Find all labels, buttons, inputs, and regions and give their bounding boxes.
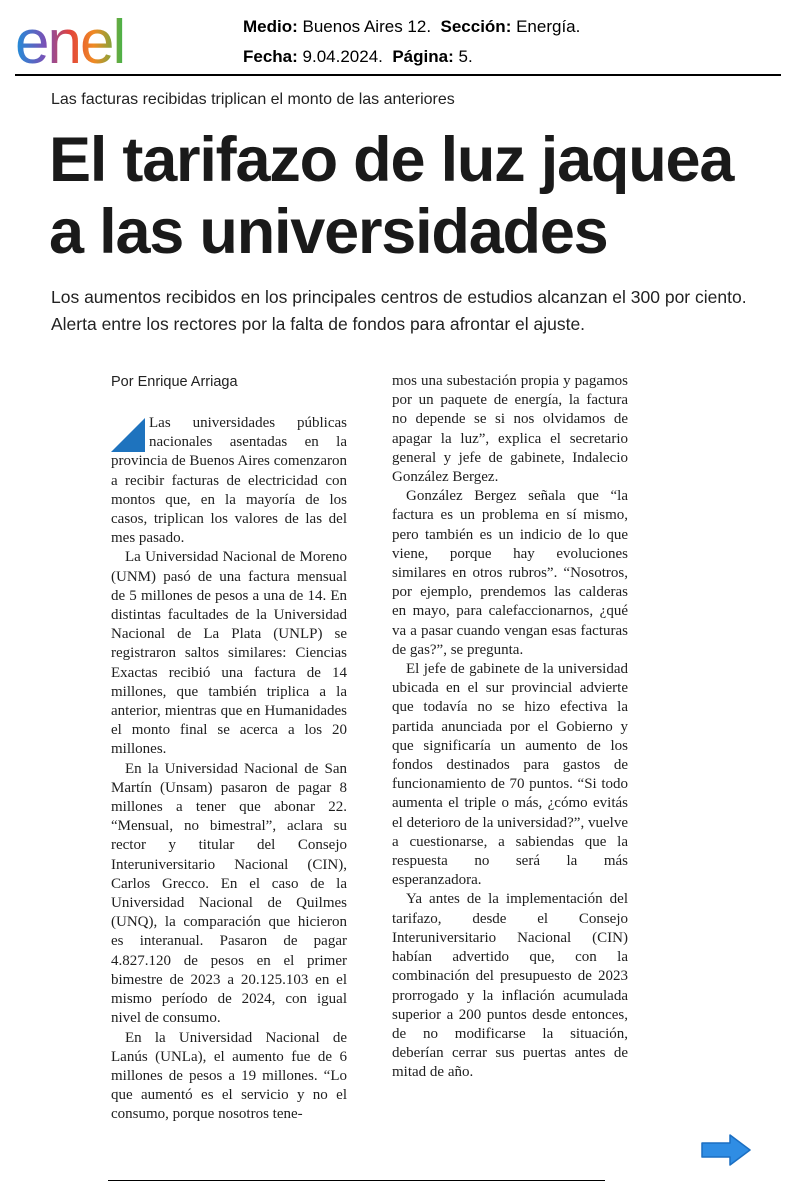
article-paragraph: Ya antes de la implementación del tarifazo, desde el Consejo Interuniversitario Nacional (CIN) habían advertido que, con la combinación del presupuesto de 2023 prorrogado y la inflación acumulada superior a 200 puntos desde entonces, de no modificarse la situación, deberían cerrar sus puertas antes de mitad de año.	[392, 891, 628, 1081]
source-info	[243, 12, 580, 72]
source-line-2	[243, 42, 580, 72]
triangle-dropcap-icon	[111, 418, 145, 452]
article-lede: Los aumentos recibidos en los principales centros de estudios alcanzan el 300 por ciento. Alerta entre los rectores por la falta de fondos para afrontar el ajuste.	[51, 287, 747, 334]
pagina-value: 5.	[458, 47, 473, 66]
article-byline: Por Enrique Arriaga	[111, 374, 238, 390]
header-divider	[15, 74, 781, 76]
article-paragraph: González Bergez señala que “la factura es un problema en sí mismo, pero también es un indicio de lo que viene, porque hay evoluciones similares en otros rubros”. “Nosotros, por ejemplo, prendemos las calderas en mayo, para calefaccionarnos, ¿qué va a pasar cuando vengan esas facturas de gas?”, se pregunta.	[392, 488, 628, 658]
article-paragraph: En la Universidad Nacional de Lanús (UNLa), el aumento fue de 6 millones de pesos a 19 millones. “Lo que aumentó es el servicio y no el consumo, porque nosotros tene-	[111, 1029, 347, 1123]
medio-value: Buenos Aires 12.	[302, 17, 432, 36]
article-column-2	[392, 372, 628, 1083]
article-headline: El tarifazo de luz jaquea a las universidades	[49, 125, 734, 267]
pagina-label: Página:	[392, 47, 454, 66]
article-paragraph: La Universidad Nacional de Moreno (UNM) pasó de una factura mensual de 5 millones de pesos a una de 14. En distintas facultades de la Universidad Nacional de La Plata (UNLP) se registraron saltos similares: Ciencias Exactas recibió una factura de 14 millones, que también triplica a la anterior, mientras que en Humanidades el monto final se acerca a los 20 millones.	[111, 549, 347, 758]
article-column-1	[111, 372, 347, 1125]
fecha-value: 9.04.2024.	[302, 47, 383, 66]
article-paragraph: mos una subestación propia y pagamos por un paquete de energía, la factura no depende se si nos olvidamos de apagar la luz”, explica el secretario general y jefe de gabinete, Indalecio González Bergez.	[392, 373, 628, 486]
page-header	[0, 0, 800, 76]
enel-logo	[15, 5, 180, 71]
seccion-label: Sección:	[440, 17, 512, 36]
fecha-label: Fecha:	[243, 47, 298, 66]
article-paragraph: En la Universidad Nacional de San Martín (Unsam) pasaron de pagar 8 millones a tener que abonar 22. “Mensual, no bimestral”, aclara su rector y titular del Consejo Interuniversitario Nacional (CIN), Carlos Grecco. En el caso de la Universidad Nacional de Quilmes (UNQ), la comparación que hicieron es interanual. Pasaron de pagar 4.827.120 de pesos en el primer bimestre de 2023 a 20.125.103 en el mismo período de 2024, con igual nivel de consumo.	[111, 760, 347, 1027]
article-paragraph: El jefe de gabinete de la universidad ubicada en el sur provincial advierte que todavía no se hizo efectiva la partida anunciada por el Gobierno y que significaría un aumento de los fondos destinados para gastos de funcionamiento de 70 puntos. “Si todo aumenta el triple o más, ¿cómo evitás el deterioro de la universidad?”, vuelve a cuestionarse, a sabiendas que la respuesta no será la más esperanzadora.	[392, 661, 628, 889]
article-kicker: Las facturas recibidas triplican el monto de las anteriores	[51, 91, 455, 108]
medio-label: Medio:	[243, 17, 298, 36]
bottom-divider	[108, 1180, 605, 1181]
article-paragraph: Las universidades públicas nacionales asentadas en la provincia de Buenos Aires comenzaron a recibir facturas de electricidad con montos que, en la mayoría de los casos, triplican los valores de las del mes pasado.	[111, 415, 347, 547]
source-line-1	[243, 12, 580, 42]
seccion-value: Energía.	[516, 17, 581, 36]
logo-text: enel	[15, 8, 125, 71]
arrow-right-icon[interactable]	[700, 1133, 752, 1167]
